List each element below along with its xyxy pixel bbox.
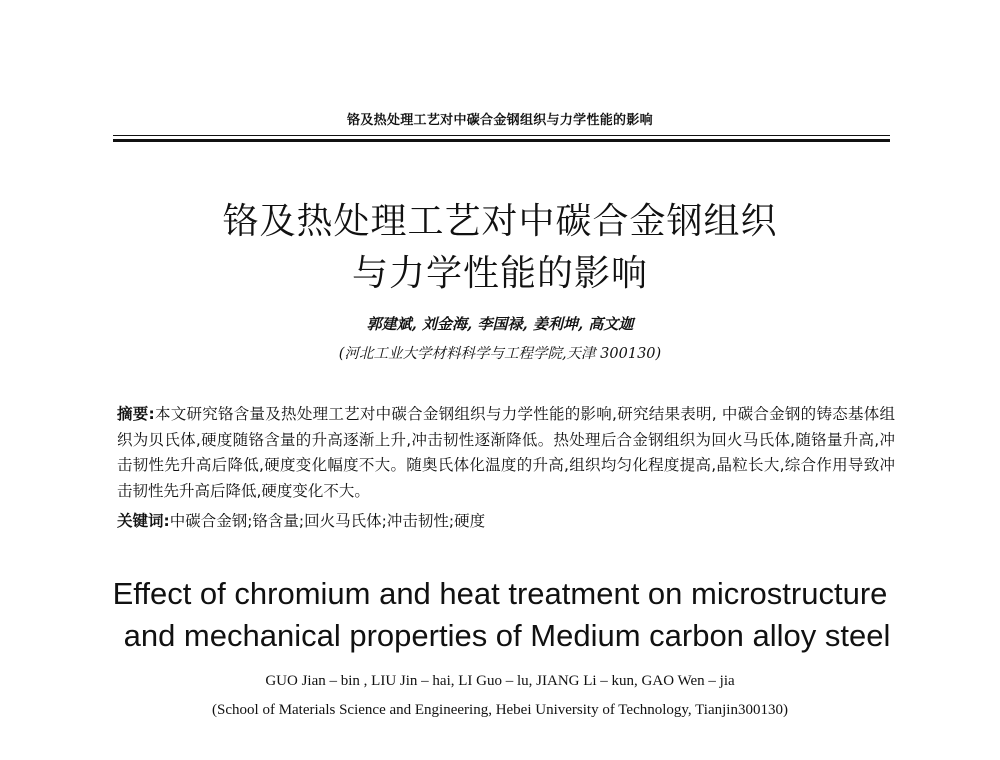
keywords-label: 关键词: <box>117 512 170 530</box>
title-english <box>0 573 1000 657</box>
abstract-text: 本文研究铬含量及热处理工艺对中碳合金钢组织与力学性能的影响,研究结果表明, 中碳合金钢的铸态基体组织为贝氏体,硬度随铬含量的升高逐渐上升,冲击韧性逐渐降低。热处理后合金钢组织为回火马氏体,随铬量升高,冲击韧性先升高后降低,硬度变化幅度不大。随奥氏体化温度的升高,组织均匀化程度提高,晶粒长大,综合作用导致冲击韧性先升高后降低,硬度变化不大。 <box>117 405 895 500</box>
affiliation-english: (School of Materials Science and Engineering, Hebei University of Technology, Tianjin300130) <box>212 702 788 718</box>
title-chinese-line-2: 与力学性能的影响 <box>351 253 648 294</box>
keywords <box>117 509 895 534</box>
affiliation-chinese: (河北工业大学材料科学与工程学院,天津 300130) <box>338 346 662 362</box>
abstract <box>117 402 895 504</box>
running-head: 铬及热处理工艺对中碳合金钢组织与力学性能的影响 <box>347 113 653 128</box>
title-english-line-1: Effect of chromium and heat treatment on microstructure <box>112 576 888 611</box>
title-chinese-line-1: 铬及热处理工艺对中碳合金钢组织 <box>222 201 778 242</box>
header-rule-thick <box>113 139 890 142</box>
abstract-label: 摘要: <box>117 405 155 423</box>
header-rule-thin <box>113 135 890 136</box>
title-chinese <box>0 196 1000 300</box>
authors-chinese: 郭建斌, 刘金海, 李国禄, 姜利坤, 高文迦 <box>366 315 634 333</box>
authors-english: GUO Jian – bin , LIU Jin – hai, LI Guo – lu, JIANG Li – kun, GAO Wen – jia <box>265 673 735 689</box>
title-english-line-2: and mechanical properties of Medium carbon alloy steel <box>123 618 891 653</box>
keywords-text: 中碳合金钢;铬含量;回火马氏体;冲击韧性;硬度 <box>169 512 486 530</box>
